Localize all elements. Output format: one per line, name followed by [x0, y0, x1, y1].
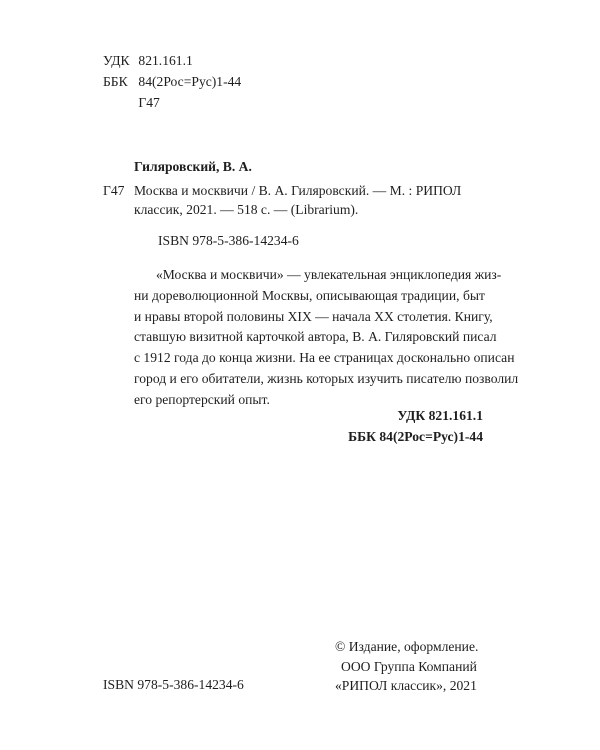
annotation-line: город и его обитатели, жизнь которых изучить писателю позволил — [134, 370, 519, 386]
author-code-row — [103, 92, 241, 113]
copyright-line: ООО Группа Компаний — [341, 658, 477, 674]
author-mark: Г47 — [138, 95, 160, 110]
annotation — [134, 265, 519, 411]
bottom-udk: УДК 821.161.1 — [397, 408, 483, 423]
description-line: классик, 2021. — 518 с. — (Librarium). — [134, 202, 359, 217]
copyright-line: «РИПОЛ классик», 2021 — [335, 678, 477, 693]
annotation-line: с 1912 года до конца жизни. На ее страницах досконально описан — [134, 350, 515, 366]
description-line: Москва и москвичи / В. А. Гиляровский. — М. : РИПОЛ — [134, 183, 462, 198]
entry-author-code: Г47 — [103, 183, 125, 198]
copyright-line: © Издание, оформление. — [335, 639, 479, 654]
annotation-line: ставшую визитной карточкой автора, В. А. Гиляровский писал — [134, 329, 497, 345]
bottom-bbk: ББК 84(2Рос=Рус)1-44 — [348, 429, 483, 444]
bbk-code-row — [103, 71, 241, 92]
entry-author: Гиляровский, В. А. — [134, 159, 252, 174]
bbk-label: ББК — [103, 74, 128, 89]
annotation-line: «Москва и москвичи» — увлекательная энциклопедия жиз- — [156, 267, 502, 282]
classification-codes — [103, 50, 241, 113]
udk-value: 821.161.1 — [138, 53, 193, 68]
udk-code-row — [103, 50, 241, 71]
entry-isbn: ISBN 978-5-386-14234-6 — [158, 233, 299, 248]
bottom-classification-codes — [348, 405, 483, 447]
copyright-notice — [335, 637, 478, 696]
bbk-value: 84(2Рос=Рус)1-44 — [138, 74, 242, 89]
udk-label: УДК — [103, 53, 130, 68]
footer-isbn: ISBN 978-5-386-14234-6 — [103, 677, 244, 692]
annotation-line: ни дореволюционной Москвы, описывающая традиции, быт — [134, 287, 485, 303]
annotation-line: и нравы второй половины XIX — начала XX столетия. Книгу, — [134, 308, 493, 324]
annotation-line: его репортерский опыт. — [134, 391, 270, 407]
bibliographic-description — [134, 181, 461, 219]
